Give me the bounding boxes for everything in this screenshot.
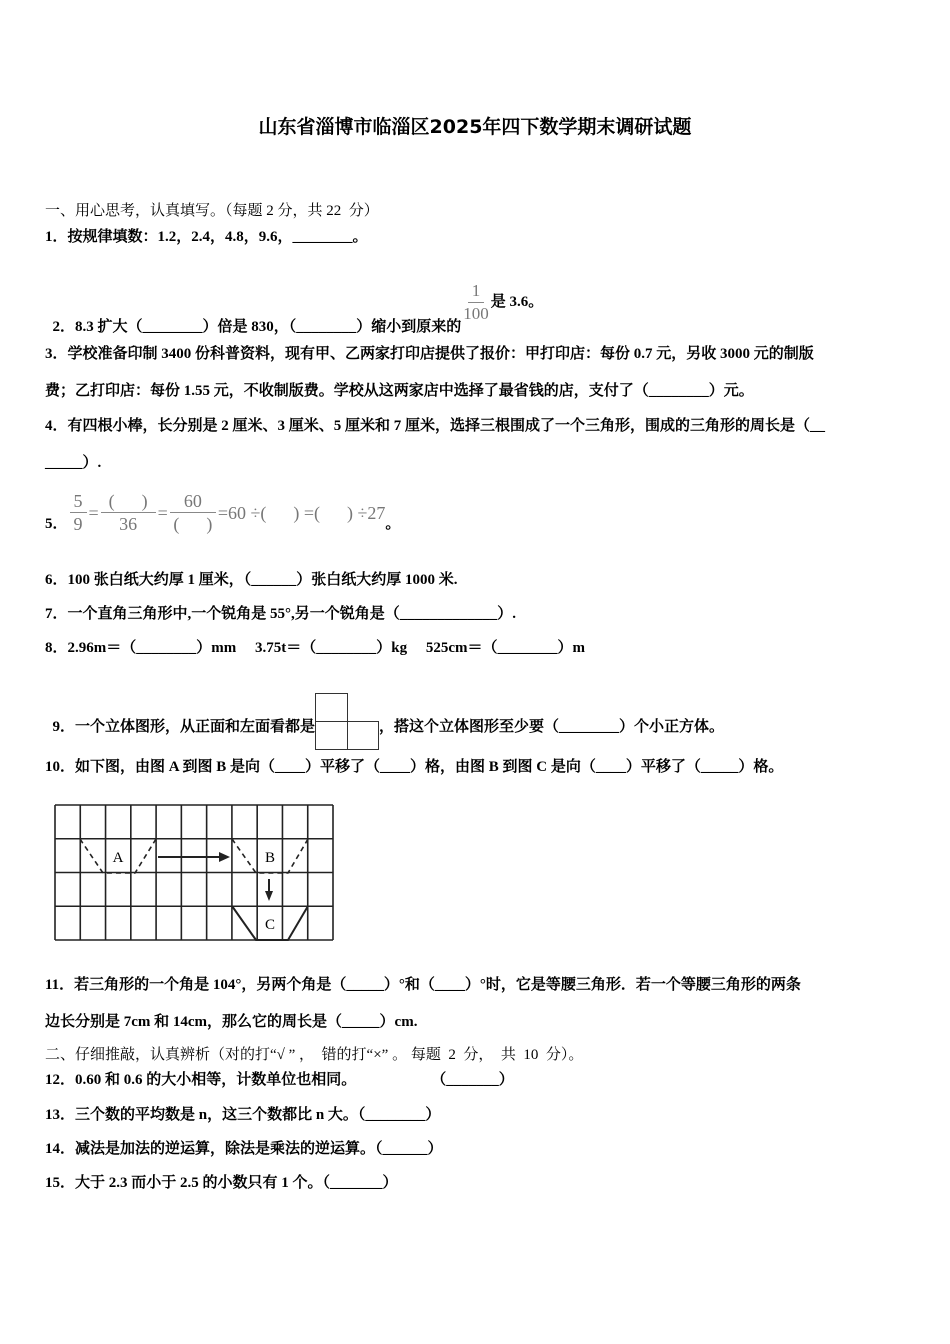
section-1-heading: 一、用心思考，认真填写。（每题 2 分，共 22 分） bbox=[45, 203, 379, 219]
q5-label: 5． bbox=[45, 515, 68, 532]
question-1: 1．按规律填数：1.2，2.4，4.8，9.6，________。 bbox=[45, 229, 368, 245]
q2-text: 2．8.3 扩大（________）倍是 830，（________）缩小到原来的 bbox=[52, 318, 462, 335]
denominator: ( ) bbox=[173, 514, 213, 534]
question-8: 8．2.96m＝（________）mm 3.75t＝（________）kg 525cm＝（________）m bbox=[45, 640, 585, 656]
numerator: 60 bbox=[170, 490, 216, 513]
question-14: 14．减法是加法的逆运算，除法是乘法的逆运算。（______） bbox=[45, 1141, 443, 1157]
page-title: 山东省淄博市临淄区2025年四下数学期末调研试题 bbox=[258, 116, 692, 138]
question-11-line-2: 边长分别是 7cm 和 14cm，那么它的周长是（_____）cm. bbox=[45, 1014, 418, 1030]
numerator: 5 bbox=[70, 490, 87, 513]
q2-text-end: 是 3.6。 bbox=[490, 293, 544, 310]
question-3-line-1: 3．学校准备印制 3400 份科普资料，现有甲、乙两家打印店提供了报价：甲打印店：每份 0.7 元，另收 3000 元的制版 bbox=[45, 346, 814, 362]
numerator: ( ) bbox=[101, 490, 156, 513]
q2-denominator: 100 bbox=[463, 304, 489, 323]
label-b: B bbox=[264, 850, 276, 866]
question-11-line-1: 11．若三角形的一个角是 104°，另两个角是（_____）°和（____）°时，它是等腰三角形．若一个等腰三角形的两条 bbox=[45, 977, 801, 993]
equals: = bbox=[88, 502, 99, 523]
equals: = bbox=[157, 502, 168, 523]
question-4-line-1: 4．有四根小棒，长分别是 2 厘米、3 厘米、5 厘米和 7 厘米，选择三根围成了一个三角形，围成的三角形的周长是（__ bbox=[45, 418, 826, 434]
question-4-line-2: _____）. bbox=[45, 455, 102, 471]
label-c: C bbox=[264, 917, 276, 933]
question-15: 15．大于 2.3 而小于 2.5 的小数只有 1 个。（_______） bbox=[45, 1175, 398, 1191]
denominator: 36 bbox=[119, 514, 138, 534]
q9-text-end: ，搭这个立体图形至少要（________）个小正方体。 bbox=[379, 719, 725, 735]
q9-text: 9．一个立体图形，从正面和左面看都是 bbox=[52, 719, 316, 735]
section-2-heading: 二、仔细推敲，认真辨析（对的打“√ ” ， 错的打“×” 。 每题 2 分， 共 10 分）。 bbox=[45, 1047, 584, 1063]
question-13: 13．三个数的平均数是 n，这三个数都比 n 大。（________） bbox=[45, 1107, 441, 1123]
question-12: 12．0.60 和 0.6 的大小相等，计数单位也相同。 （_______） bbox=[45, 1072, 514, 1088]
question-6: 6．100 张白纸大约厚 1 厘米，（______）张白纸大约厚 1000 米. bbox=[45, 572, 458, 588]
question-10: 10．如下图，由图 A 到图 B 是向（____）平移了（____）格，由图 B 到图 C 是向（____）平移了（_____）格。 bbox=[45, 759, 784, 775]
q2-numerator: 1 bbox=[468, 280, 485, 303]
arrow-right-icon bbox=[219, 852, 230, 862]
question-7: 7．一个直角三角形中,一个锐角是 55°,另一个锐角是（_____________）. bbox=[45, 606, 517, 622]
q5-end: 。 bbox=[385, 515, 401, 532]
label-a: A bbox=[112, 850, 124, 866]
arrow-down-icon bbox=[265, 891, 273, 901]
q5-expression: =60 ÷( ) =( ) ÷27 bbox=[217, 502, 386, 523]
question-3-line-2: 费；乙打印店：每份 1.55 元，不收制版费。学校从这两家店中选择了最省钱的店，支付了（________）元。 bbox=[45, 383, 754, 399]
denominator: 9 bbox=[73, 514, 83, 534]
